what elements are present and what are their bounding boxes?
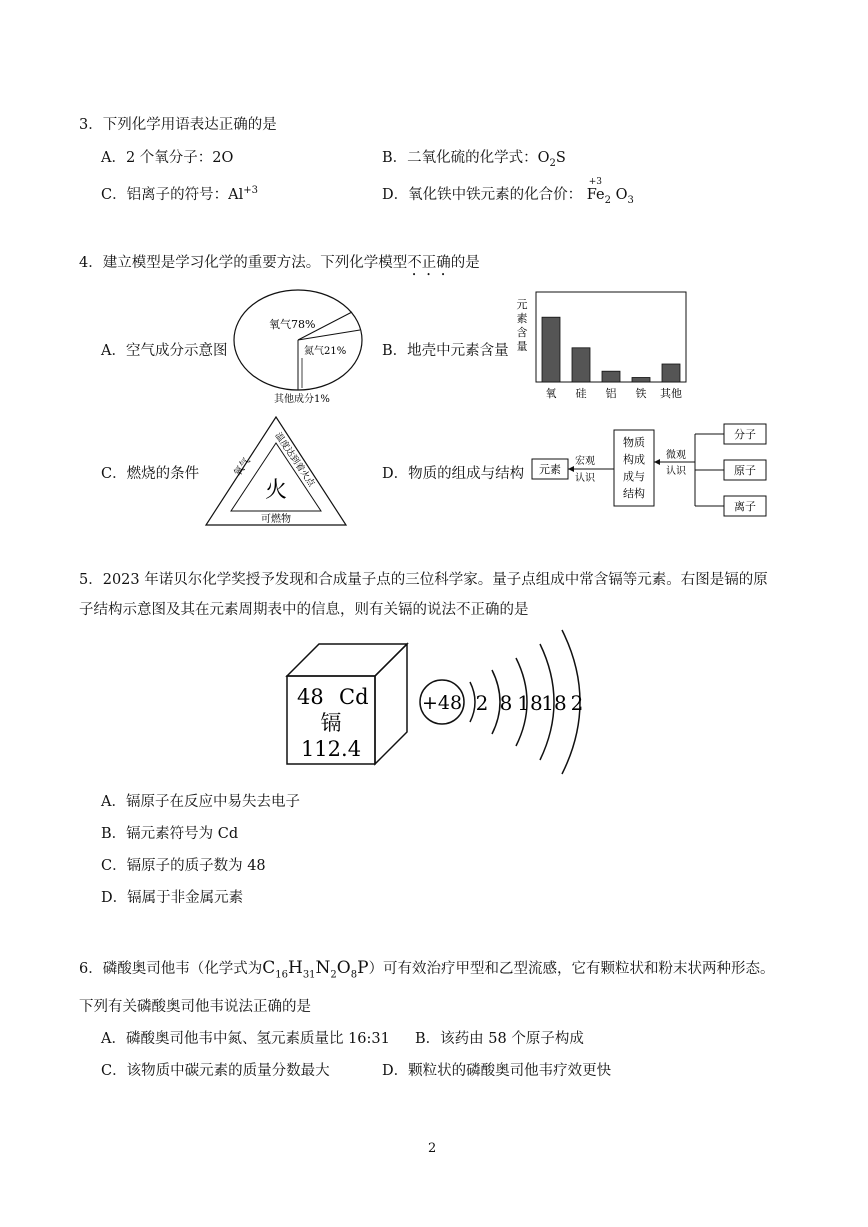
substance-line-4: 结构 — [623, 487, 645, 500]
q3-option-a: A．2 个氧分子：2O — [101, 150, 234, 166]
q3-option-d-fe-sub: 2 — [604, 194, 611, 206]
cell-symbol: Cd — [339, 685, 369, 709]
substance-structure-diagram — [530, 392, 770, 524]
q5-stem-line-1: 5．2023 年诺贝尔化学奖授予发现和合成量子点的三位科学家。量子点组成中常含镉等元素。右图是镉的原 — [79, 572, 768, 588]
bar-x-label-1: 氧 — [545, 387, 557, 400]
q4-option-d-label: D．物质的组成与结构 — [382, 466, 525, 482]
q6-formula-p: P — [357, 958, 369, 978]
micro-label-1: 微观 — [666, 450, 686, 461]
q5-option-b: B．镉元素符号为 Cd — [101, 826, 239, 842]
q5-option-d: D．镉属于非金属元素 — [101, 890, 244, 906]
q6-formula-h-sub: 31 — [302, 969, 316, 981]
q6-stem-line-2: 下列有关磷酸奥司他韦说法正确的是 — [79, 999, 311, 1015]
q3-option-d-formula — [586, 177, 634, 206]
q3-option-c-sup: +3 — [243, 185, 258, 197]
nucleus-charge: +48 — [421, 692, 463, 714]
cadmium-atomic-structure — [414, 624, 604, 782]
substance-line-3: 成与 — [623, 470, 645, 483]
bar-5 — [662, 364, 680, 382]
q6-formula-h: H — [287, 958, 303, 978]
q6-option-b: B．该药由 58 个原子构成 — [415, 1031, 584, 1047]
cell-top-face — [287, 644, 407, 676]
bar-ylabel-char-4: 量 — [516, 340, 528, 353]
micro-arrow-head — [654, 459, 660, 465]
substance-line-1: 物质 — [623, 436, 645, 449]
q3-option-d-fe: Fe — [586, 187, 605, 203]
combustion-triangle — [203, 415, 349, 529]
q4-stem-after: 的是 — [450, 255, 480, 271]
shell-electrons-1: 2 — [475, 691, 489, 715]
q3-option-d — [382, 177, 634, 206]
q6-formula-c-sub: 16 — [275, 969, 288, 981]
q6-formula-n: N — [315, 958, 331, 978]
q6-formula-o: O — [336, 958, 351, 978]
q3-option-d-prefix: D．氧化铁中铁元素的化合价： — [382, 187, 583, 203]
q6-stem-suffix: ）可有效治疗甲型和乙型流感，它有颗粒状和粉末状两种形态。 — [368, 961, 775, 977]
q6-formula-o-sub: 8 — [350, 969, 358, 981]
cell-side-face — [375, 644, 407, 764]
q6-formula-c: C — [262, 958, 276, 978]
substance-line-2: 构成 — [623, 453, 645, 466]
q6-stem-line-1 — [79, 957, 775, 980]
q5-option-c: C．镉原子的质子数为 48 — [101, 858, 266, 874]
bar-chart-ylabel — [517, 298, 528, 353]
bar-x-label-4: 铁 — [635, 387, 647, 400]
bar-x-label-2: 硅 — [575, 387, 587, 400]
air-pie-others-label: 其他成分1% — [274, 394, 330, 405]
air-composition-diagram — [232, 288, 367, 406]
triangle-oxygen-label: 氧气 — [232, 455, 253, 479]
q3-option-d-o-sub: 3 — [627, 194, 634, 206]
cell-name: 镉 — [320, 711, 342, 735]
q3-stem: 3．下列化学用语表达正确的是 — [79, 117, 277, 133]
molecule-label: 分子 — [734, 428, 756, 441]
q3-option-b-suffix: S — [555, 150, 566, 166]
cell-atomic-mass: 112.4 — [300, 737, 362, 761]
bar-ylabel-char-3: 含 — [516, 326, 528, 339]
micro-label-2: 认识 — [666, 466, 686, 477]
q3-option-c — [101, 183, 258, 204]
triangle-fuel-label: 可燃物 — [261, 514, 291, 525]
macro-arrow-head — [568, 466, 574, 472]
q6-option-c: C．该物质中碳元素的质量分数最大 — [101, 1063, 330, 1079]
q6-option-d: D．颗粒状的磷酸奥司他韦疗效更快 — [382, 1063, 612, 1079]
element-box-label: 元素 — [539, 463, 561, 476]
ion-label: 离子 — [734, 500, 756, 513]
bar-1 — [542, 317, 560, 382]
bar-chart-bars — [542, 317, 680, 382]
q5-stem-line-2: 子结构示意图及其在元素周期表中的信息，则有关镉的说法不正确的是 — [79, 602, 529, 618]
shell-electrons-4: 18 — [541, 691, 567, 715]
macro-label-2: 认识 — [575, 473, 595, 484]
bar-ylabel-char-1: 元 — [516, 298, 528, 311]
cell-atomic-number: 48 — [297, 685, 324, 709]
bar-3 — [602, 371, 620, 382]
q4-stem-emphasis: 不正确 — [407, 255, 451, 271]
q3-option-c-prefix: C．铝离子的符号：Al — [101, 187, 244, 203]
q4-option-a-label: A．空气成分示意图 — [101, 343, 228, 359]
air-pie-oxygen-label: 氧气78% — [269, 318, 316, 331]
bar-2 — [572, 348, 590, 382]
shell-electrons-3: 18 — [517, 691, 543, 715]
q3-option-b-sub: 2 — [549, 157, 556, 169]
q3-option-b — [382, 146, 566, 169]
shell-arc-1 — [470, 682, 475, 722]
q6-formula-n-sub: 2 — [330, 969, 337, 981]
crust-element-bar-chart — [512, 290, 692, 402]
triangle-fire-label: 火 — [264, 478, 288, 503]
shell-electrons-5: 2 — [570, 691, 584, 715]
q4-stem-before: 4．建立模型是学习化学的重要方法。下列化学模型 — [79, 255, 408, 271]
q4-stem — [79, 251, 480, 279]
cadmium-element-cell — [283, 640, 413, 770]
q4-option-b-label: B．地壳中元素含量 — [382, 343, 509, 359]
bar-4 — [632, 378, 650, 383]
macro-label-1: 宏观 — [575, 456, 595, 467]
q6-stem-prefix: 6．磷酸奥司他韦（化学式为 — [79, 961, 263, 977]
q3-option-d-o: O — [615, 187, 628, 203]
q4-option-c-label: C．燃烧的条件 — [101, 466, 200, 482]
bar-x-label-3: 铝 — [605, 387, 617, 400]
page-number: 2 — [428, 1141, 437, 1156]
air-pie-nitrogen-label: 氮气21% — [304, 346, 347, 357]
bar-ylabel-char-2: 素 — [516, 312, 528, 325]
atom-label: 原子 — [734, 464, 756, 477]
q6-option-a: A．磷酸奥司他韦中氮、氢元素质量比 16:31 — [101, 1031, 390, 1047]
shell-electrons-2: 8 — [499, 691, 513, 715]
bar-x-label-5: 其他 — [660, 387, 682, 400]
q5-option-a: A．镉原子在反应中易失去电子 — [101, 794, 300, 810]
q6-formula — [262, 958, 369, 981]
q3-option-b-prefix: B．二氧化硫的化学式：O — [382, 150, 550, 166]
triangle-temperature-label: 温度达到着火点 — [272, 431, 317, 489]
q3-option-d-valence: +3 — [588, 177, 603, 187]
